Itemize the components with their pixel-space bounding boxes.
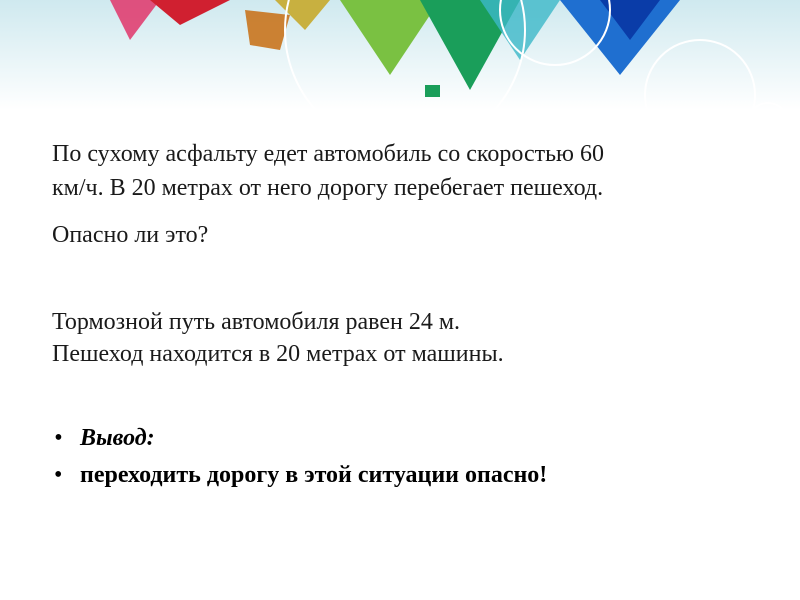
conclusion-list [52,420,547,494]
braking-distance-text: Тормозной путь автомобиля равен 24 м. [52,309,461,335]
paragraph-line-2: км/ч. В 20 метрах от него дорогу перебегает пешеход. [52,175,604,201]
question-text: Опасно ли это? [52,222,209,248]
paragraph-line-1: По сухому асфальту едет автомобиль со скоростью 60 [52,141,604,167]
decorative-header-graphic [0,0,800,110]
conclusion-text: • переходить дорогу в этой ситуации опасно! [52,457,547,494]
conclusion-heading: • Вывод: [52,420,547,457]
pedestrian-distance-text: Пешеход находится в 20 метрах от машины. [52,341,504,367]
